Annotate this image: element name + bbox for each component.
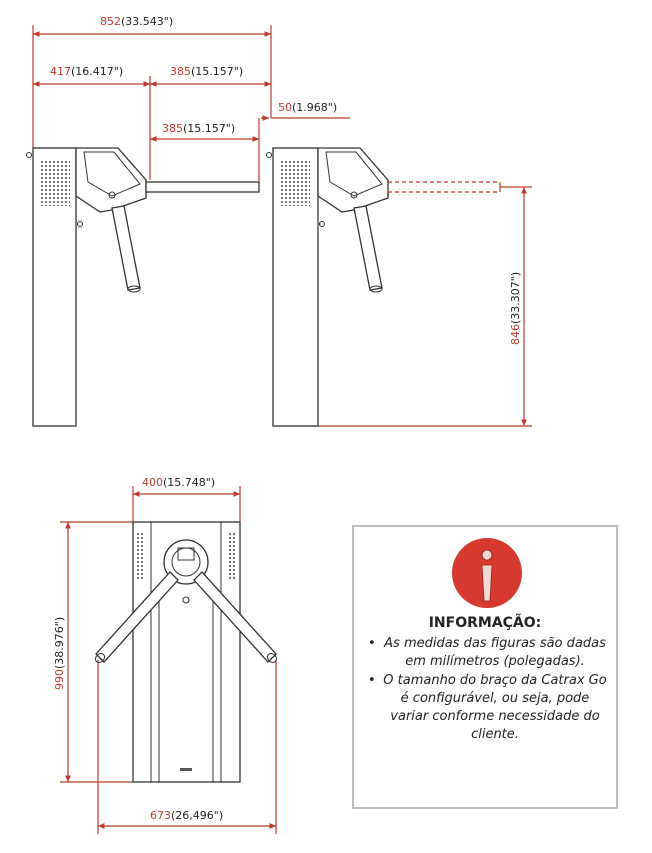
information-box [352, 525, 618, 809]
turnstile-head [318, 148, 388, 212]
dim-label-front-width: 400(15.748") [142, 476, 216, 489]
info-icon [451, 537, 523, 609]
info-item: • O tamanho do braço da Catrax Go é configurável, ou seja, pode variar conforme necessidade do cliente. [368, 672, 608, 744]
info-item: • As medidas das figuras são dadas em milímetros (polegadas). [368, 635, 608, 671]
side-view-left [27, 15, 272, 426]
dim-label-total-width: 852(33.543") [100, 15, 174, 28]
front-view [53, 476, 278, 834]
info-list [368, 635, 608, 745]
dim-label-arm-gap: 50(1.968") [278, 101, 338, 114]
dim-label-arm-height: 846(33.307") [509, 271, 522, 345]
speaker-grille [280, 160, 310, 206]
speaker-grille [136, 532, 144, 580]
info-title: INFORMAÇÃO: [428, 615, 542, 631]
turnstile-arm-horizontal [146, 182, 259, 192]
side-view-right [259, 101, 532, 426]
speaker-grille [229, 532, 237, 580]
turnstile-arm-lower [354, 206, 382, 290]
turnstile-head [76, 148, 146, 212]
dim-label-pillar-to-arm: 417(16.417") [50, 65, 124, 78]
speaker-grille [40, 160, 70, 206]
dim-label-arm-offset: 385(15.157") [170, 65, 244, 78]
dim-label-arm-span: 673(26,496") [150, 809, 224, 822]
turnstile-arm-lower [112, 206, 140, 290]
dim-label-arm-length: 385(15.157") [162, 122, 236, 135]
dim-label-front-height: 990(38.976") [53, 616, 66, 690]
